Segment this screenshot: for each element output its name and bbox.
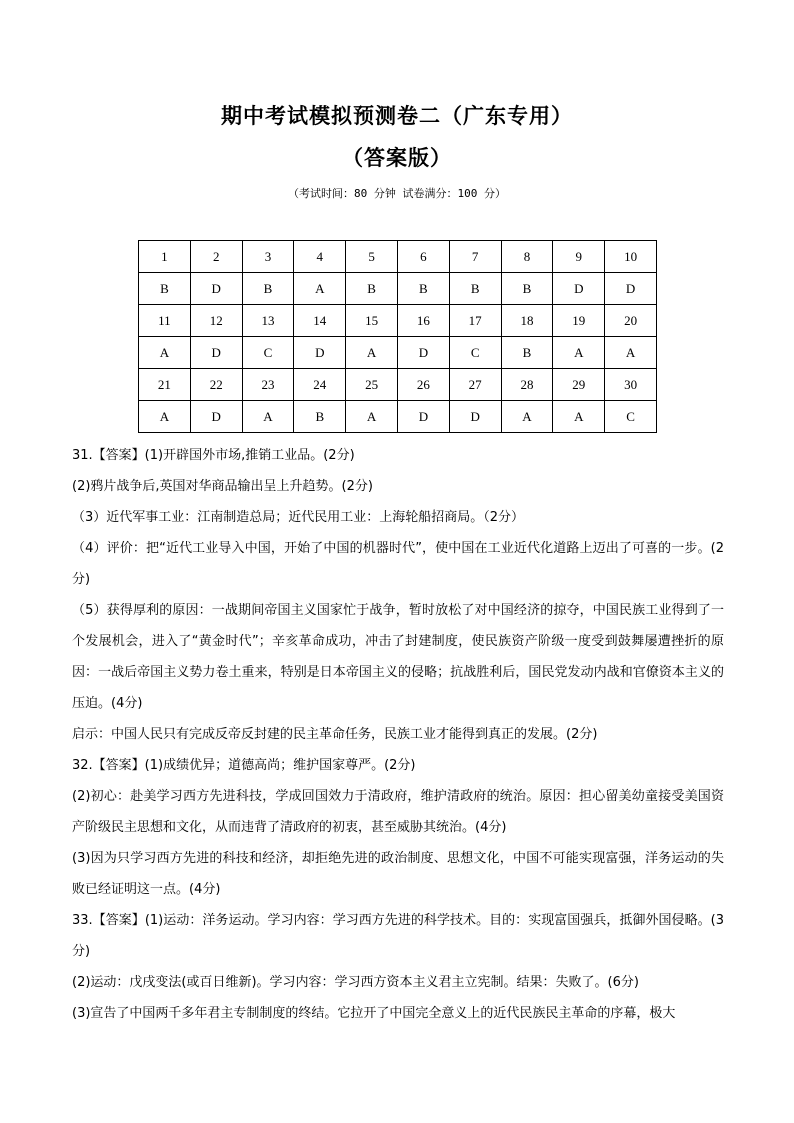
table-cell: 13 [242,305,294,337]
table-cell: 6 [397,241,449,273]
table-cell: A [501,401,553,433]
table-cell: D [449,401,501,433]
table-cell: 15 [346,305,398,337]
table-cell: C [605,401,657,433]
table-cell: D [190,273,242,305]
table-cell: 9 [553,241,605,273]
table-cell: 27 [449,369,501,401]
table-cell: 1 [139,241,191,273]
table-cell: 17 [449,305,501,337]
table-cell: C [242,337,294,369]
answer-31-5: （5）获得厚利的原因：一战期间帝国主义国家忙于战争，暂时放松了对中国经济的掠夺，中国民族工业得到了一个发展机会，进入了“黄金时代”；辛亥革命成功，冲击了封建制度，使民族资产阶级一度受到鼓舞屡遭挫折的原因：一战后帝国主义势力卷土重来，特别是日本帝国主义的侵略；抗战胜利后，国民党发动内战和官僚资本主义的压迫。(4分) [72,603,724,711]
table-cell: 29 [553,369,605,401]
table-cell: 28 [501,369,553,401]
table-cell: B [139,273,191,305]
answer-31-insight: 启示：中国人民只有完成反帝反封建的民主革命任务，民族工业才能得到真正的发展。(2分) [72,727,598,742]
table-cell: D [397,401,449,433]
page-title: 期中考试模拟预测卷二（广东专用） [221,103,573,128]
answer-31-1: 31.【答案】(1)开辟国外市场,推销工业品。(2分) [72,448,355,463]
table-row [139,337,657,369]
table-cell: A [553,401,605,433]
table-cell: 30 [605,369,657,401]
table-cell: D [553,273,605,305]
table-cell: 2 [190,241,242,273]
answer-31-2: (2)鸦片战争后,英国对华商品输出呈上升趋势。(2分) [72,479,373,494]
table-cell: A [139,337,191,369]
table-cell: C [449,337,501,369]
table-cell: 5 [346,241,398,273]
table-cell: A [605,337,657,369]
table-cell: 4 [294,241,346,273]
table-cell: D [190,337,242,369]
table-cell: 20 [605,305,657,337]
answer-32-3: (3)因为只学习西方先进的科技和经济，却拒绝先进的政治制度、思想文化，中国不可能实现富强，洋务运动的失败已经证明这一点。(4分) [72,851,724,897]
table-cell: 25 [346,369,398,401]
table-cell: D [294,337,346,369]
answer-31-4: （4）评价：把“近代工业导入中国，开始了中国的机器时代”，使中国在工业近代化道路上迈出了可喜的一步。(2分) [72,541,724,587]
table-cell: 7 [449,241,501,273]
table-cell: 11 [139,305,191,337]
table-cell: 24 [294,369,346,401]
table-cell: B [501,337,553,369]
table-cell: A [242,401,294,433]
answer-table [138,240,657,433]
table-cell: D [190,401,242,433]
table-cell: B [449,273,501,305]
answer-33-3: (3)宣告了中国两千多年君主专制制度的终结。它拉开了中国完全意义上的近代民族民主革命的序幕，极大 [72,1006,676,1021]
answer-content [72,440,724,1029]
answer-32-2: (2)初心：赴美学习西方先进科技，学成回国效力于清政府，维护清政府的统治。原因：担心留美幼童接受美国资产阶级民主思想和文化，从而违背了清政府的初衷，甚至威胁其统治。(4分) [72,789,724,835]
exam-info: （考试时间：80 分钟 试卷满分：100 分） [288,187,506,200]
answer-31-3: （3）近代军事工业：江南制造总局；近代民用工业：上海轮船招商局。（2分） [72,510,525,525]
table-row [139,369,657,401]
table-row [139,401,657,433]
table-cell: A [139,401,191,433]
answer-33-2: (2)运动：戊戌变法(或百日维新)。学习内容：学习西方资本主义君主立宪制。结果：失败了。(6分) [72,975,639,990]
table-cell: 14 [294,305,346,337]
answer-version-label: （答案版） [342,145,452,170]
table-cell: A [346,401,398,433]
table-row [139,241,657,273]
table-cell: 8 [501,241,553,273]
table-cell: A [294,273,346,305]
table-cell: 21 [139,369,191,401]
table-cell: 23 [242,369,294,401]
table-cell: 22 [190,369,242,401]
answer-32-1: 32.【答案】(1)成绩优异；道德高尚；维护国家尊严。(2分) [72,758,416,773]
table-cell: B [346,273,398,305]
table-cell: 3 [242,241,294,273]
table-cell: 19 [553,305,605,337]
table-cell: 12 [190,305,242,337]
table-cell: 16 [397,305,449,337]
table-cell: 10 [605,241,657,273]
table-row [139,305,657,337]
table-cell: B [397,273,449,305]
table-cell: D [605,273,657,305]
table-cell: A [346,337,398,369]
table-cell: B [242,273,294,305]
table-cell: D [397,337,449,369]
table-row [139,273,657,305]
table-cell: 26 [397,369,449,401]
table-cell: A [553,337,605,369]
table-cell: 18 [501,305,553,337]
table-cell: B [501,273,553,305]
table-cell: B [294,401,346,433]
answer-33-1: 33.【答案】(1)运动：洋务运动。学习内容：学习西方先进的科学技术。目的：实现富国强兵，抵御外国侵略。(3分) [72,913,724,959]
